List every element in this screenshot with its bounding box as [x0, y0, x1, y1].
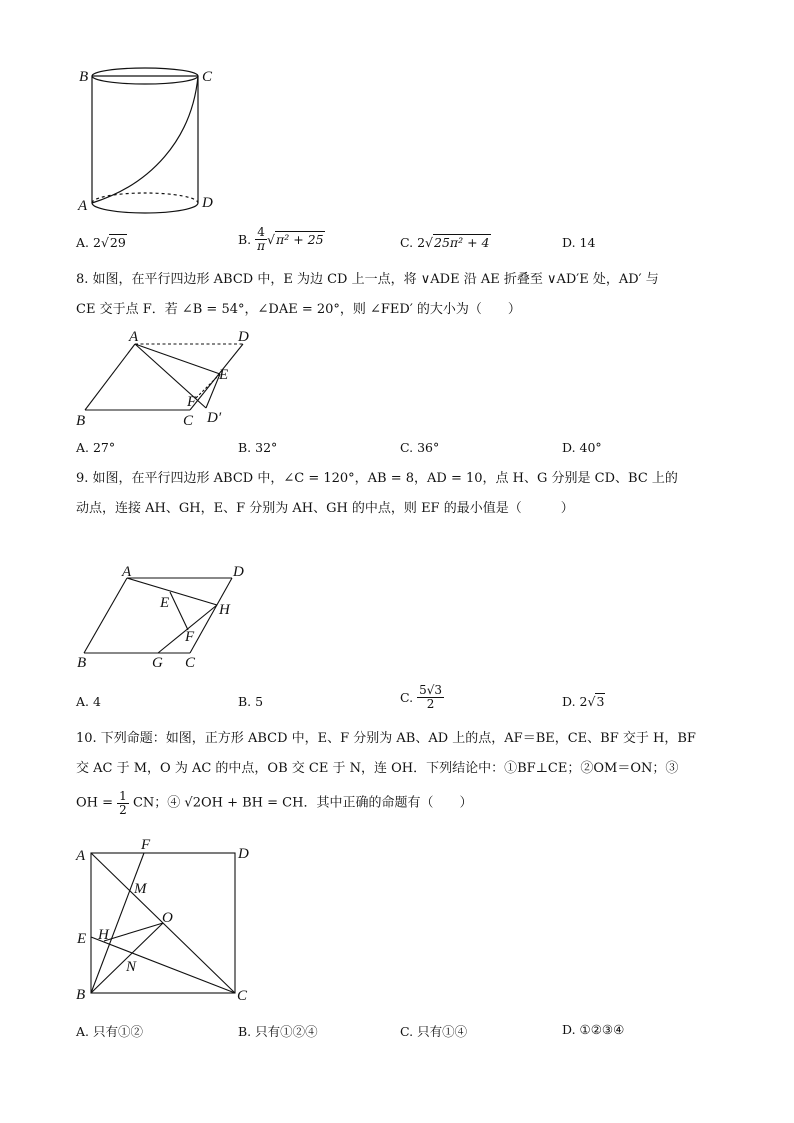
q10-label-A: A — [76, 848, 86, 864]
q7-option-b[interactable]: B. $\frac{4}{\pi}$ √π² + 25 — [238, 225, 324, 253]
q7-option-d[interactable]: D. 14 — [562, 235, 596, 250]
q9-option-d[interactable]: D. 2√3 — [562, 694, 605, 709]
q10-text-line2: 交 AC 于 M，O 为 AC 的中点，OB 交 CE 于 N，连 OH．下列结论中：①BF⊥CE；②OM＝ON；③ — [76, 761, 679, 776]
q9-label-A: A — [122, 564, 132, 580]
q8-label-D: D — [238, 329, 249, 345]
q8-label-A: A — [129, 329, 139, 345]
q10-label-H: H — [98, 927, 109, 943]
q9-label-G: G — [152, 655, 163, 671]
q9-label-C: C — [185, 655, 196, 671]
q9-label-E: E — [160, 595, 170, 611]
q8-option-d[interactable]: D. 40° — [562, 440, 602, 455]
q10-text-line3: OH = $\frac{1}{2}$ CN；④ √2OH + BH = CH．其中正确的命题有（ ） — [76, 789, 473, 817]
q9-label-B: B — [77, 655, 87, 671]
q9-text-line2: 动点，连接 AH、GH，E、F 分别为 AH、GH 的中点，则 EF 的最小值是（ ） — [76, 501, 574, 516]
q7-label-A: A — [78, 198, 88, 214]
q10-label-E: E — [77, 931, 87, 947]
q9-option-c[interactable]: C. $\frac{5√3}{2}$ — [400, 683, 442, 711]
q9-label-H: H — [219, 602, 230, 618]
q8-label-B: B — [76, 413, 86, 429]
q10-option-d[interactable]: D. ①②③④ — [562, 1022, 625, 1037]
q7-option-a[interactable]: A. 2√29 — [76, 235, 126, 250]
q9-option-b[interactable]: B. 5 — [238, 694, 264, 709]
q8-text-line1: 8. 如图，在平行四边形 ABCD 中，E 为边 CD 上一点，将 ∨ADE 沿 AE 折叠至 ∨AD′E 处，AD′ 与 — [76, 272, 659, 287]
q7-label-C: C — [202, 69, 213, 85]
q10-label-D: D — [238, 846, 249, 862]
q10-option-a[interactable]: A. 只有①② — [76, 1024, 143, 1039]
q10-option-c[interactable]: C. 只有①④ — [400, 1024, 468, 1039]
q9-label-F: F — [185, 629, 195, 645]
q8-label-Dprime: D′ — [207, 410, 222, 426]
q10-label-B: B — [76, 987, 86, 1003]
q10-label-M: M — [134, 881, 147, 897]
q7-label-B: B — [79, 69, 89, 85]
q10-label-F: F — [141, 837, 151, 853]
q8-option-b[interactable]: B. 32° — [238, 440, 278, 455]
q10-text-line1: 10. 下列命题：如图，正方形 ABCD 中，E、F 分别为 AB、AD 上的点，AF＝BE，CE、BF 交于 H，BF — [76, 731, 696, 746]
q7-label-D: D — [202, 195, 213, 211]
q9-text-line1: 9. 如图，在平行四边形 ABCD 中，∠C = 120°，AB = 8，AD = 10，点 H、G 分别是 CD、BC 上的 — [76, 471, 678, 486]
q10-option-b[interactable]: B. 只有①②④ — [238, 1024, 318, 1039]
q8-text-line2: CE 交于点 F．若 ∠B = 54°，∠DAE = 20°，则 ∠FED′ 的大小为（ ） — [76, 302, 521, 317]
q10-label-N: N — [126, 959, 137, 975]
q7-option-c[interactable]: C. 2√25π² + 4 — [400, 235, 490, 250]
q10-label-O: O — [162, 910, 173, 926]
q8-label-E: E — [219, 367, 229, 383]
q10-label-C: C — [237, 988, 248, 1004]
q8-label-C: C — [183, 413, 194, 429]
q8-option-c[interactable]: C. 36° — [400, 440, 440, 455]
q8-label-F: F — [187, 394, 197, 410]
q9-label-D: D — [233, 564, 244, 580]
q9-option-a[interactable]: A. 4 — [76, 694, 101, 709]
q8-option-a[interactable]: A. 27° — [76, 440, 116, 455]
